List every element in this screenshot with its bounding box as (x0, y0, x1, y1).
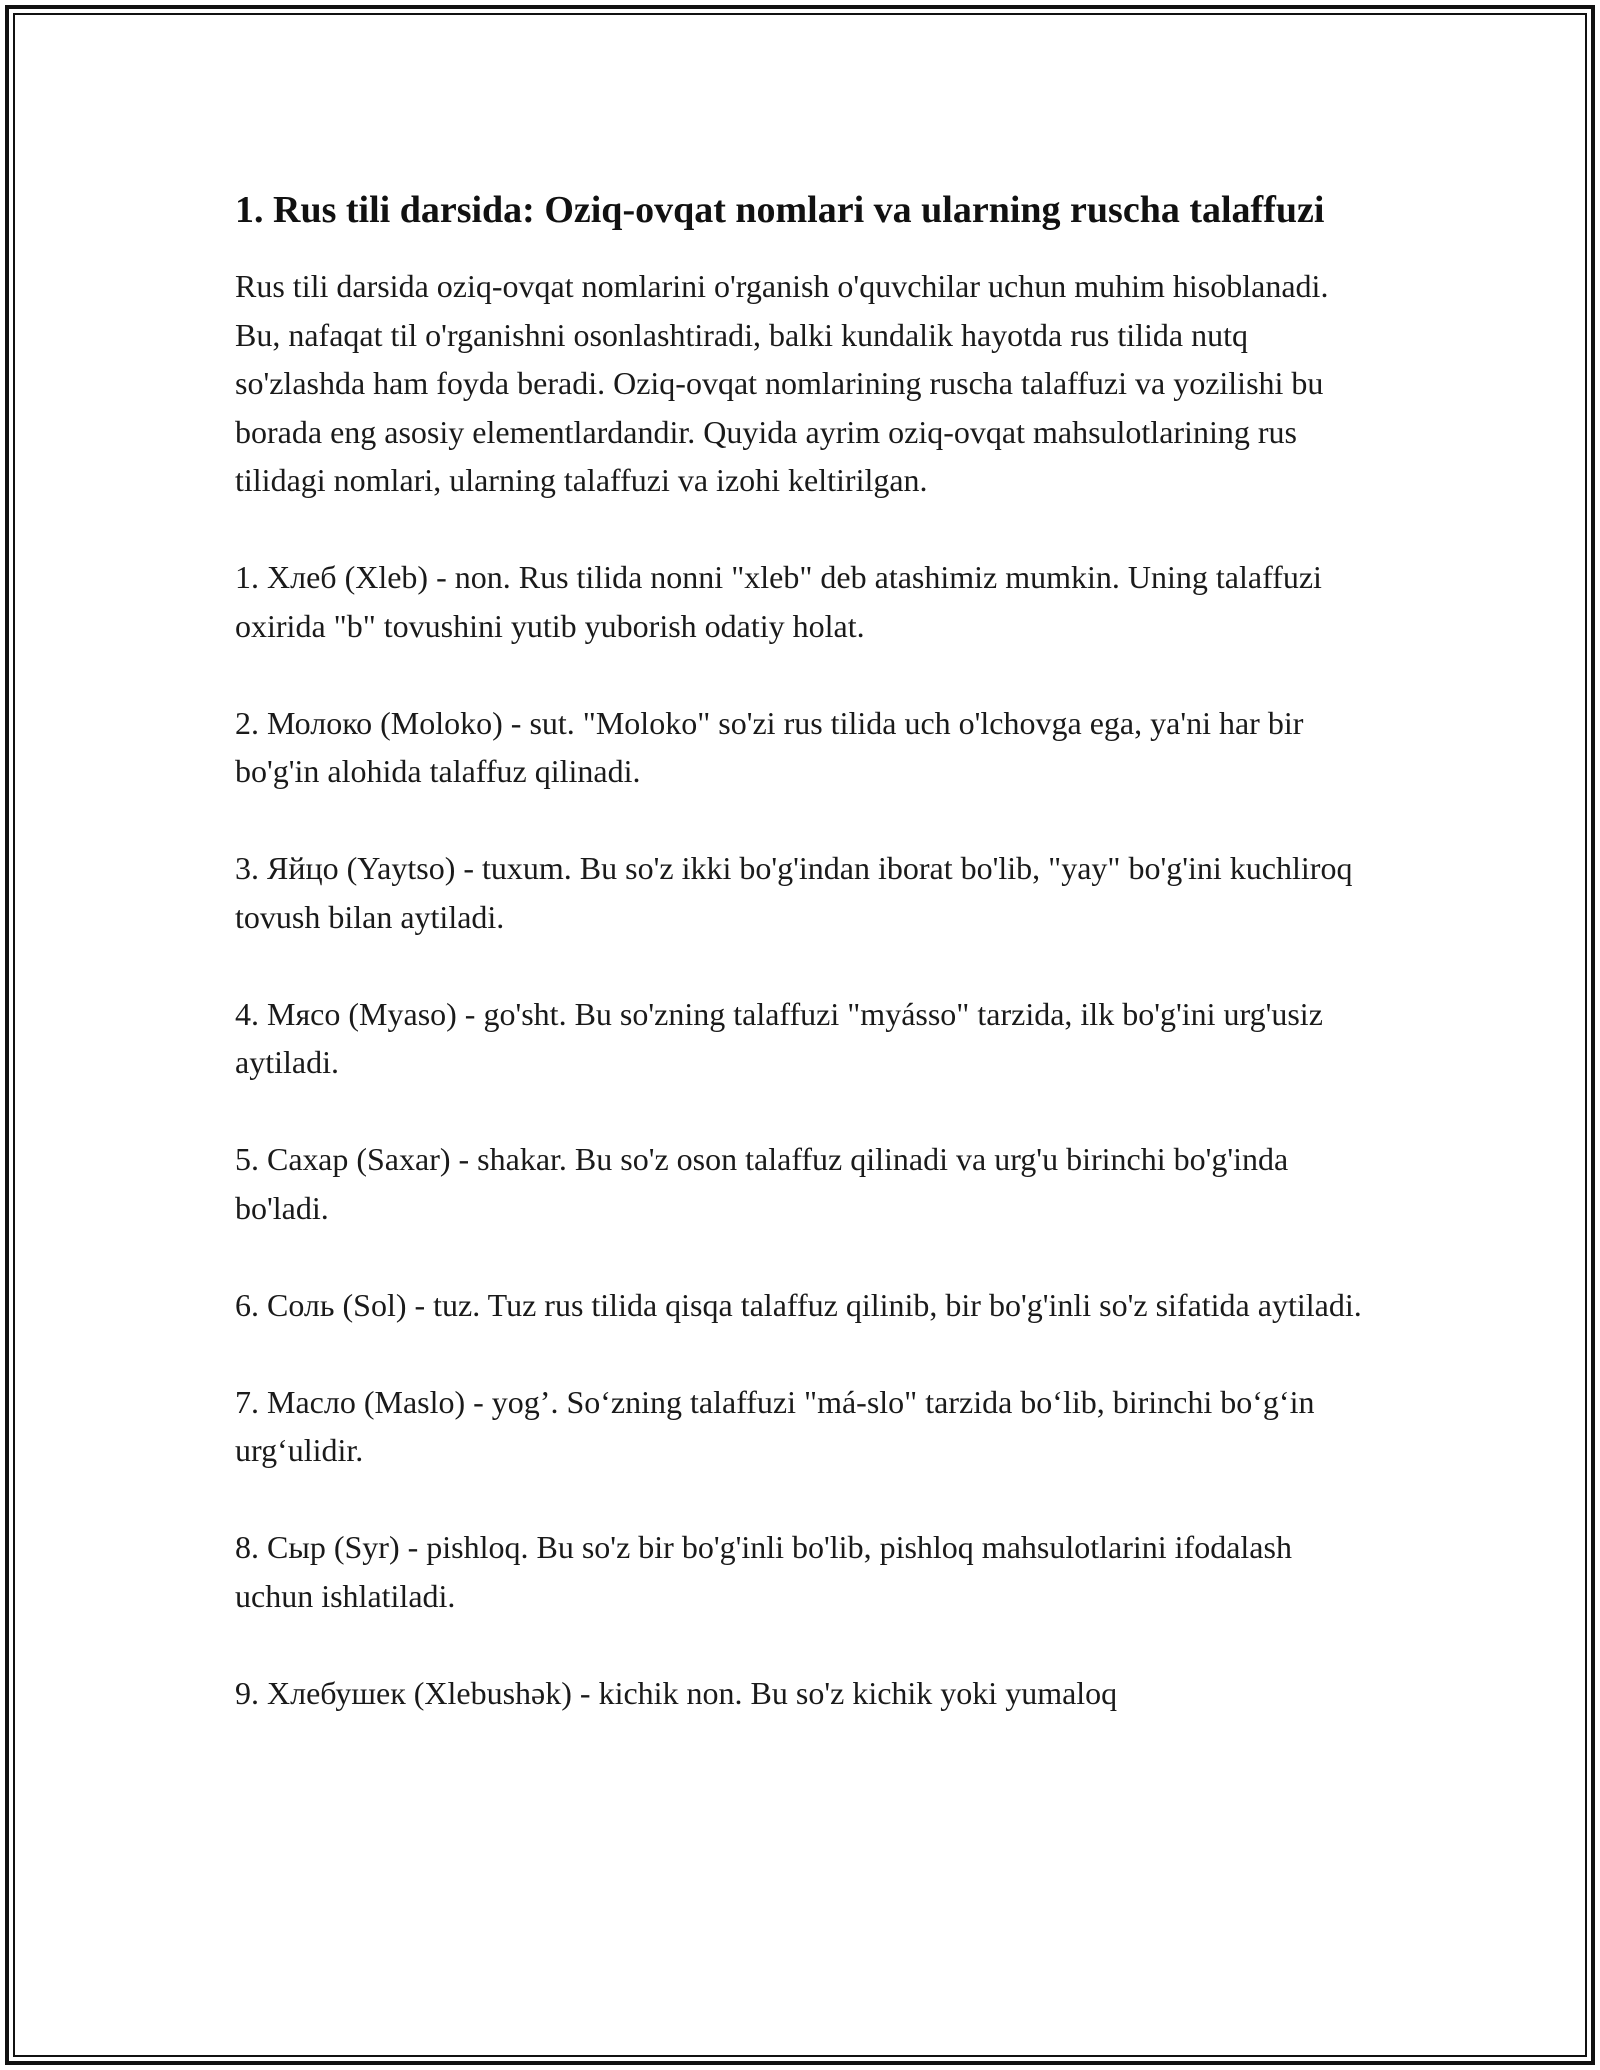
food-item-9: 9. Хлебушек (Xlebushək) - kichik non. Bu so'z kichik yoki yumaloq (235, 1674, 1118, 1711)
food-item-8: 8. Сыр (Syr) - pishloq. Bu so'z bir bo'g'inli bo'lib, pishloq mahsulotlarini ifodalash uchun ishlatiladi. (235, 1529, 1292, 1614)
food-item-1: 1. Хлеб (Xleb) - non. Rus tilida nonni "xleb" deb atashimiz mumkin. Uning talaffuzi oxirida "b" tovushini yutib yuborish odatiy holat. (235, 559, 1322, 644)
intro-paragraph: Rus tili darsida oziq-ovqat nomlarini o'rganish o'quvchilar uchun muhim hisoblanadi. Bu, nafaqat til o'rganishni osonlashtiradi, balki kundalik hayotda rus tilida nutq so'zlashda ham foyda beradi. Oziq-ovqat nomlarining ruscha talaffuzi va yozilishi bu borada eng asosiy elementlardandir. Quyida ayrim oziq-ovqat mahsulotlarining rus tilidagi nomlari, ularning talaffuzi va izohi keltirilgan. (235, 268, 1329, 498)
document-title: 1. Rus tili darsida: Oziq-ovqat nomlari va ularning ruscha talaffuzi (235, 189, 1325, 231)
food-item-2: 2. Молоко (Moloko) - sut. "Moloko" so'zi rus tilida uch o'lchovga ega, ya'ni har bir bo'g'in alohida talaffuz qilinadi. (235, 704, 1304, 789)
food-item-6: 6. Соль (Sol) - tuz. Tuz rus tilida qisqa talaffuz qilinib, bir bo'g'inli so'z sifatida aytiladi. (235, 1286, 1362, 1323)
food-item-3: 3. Яйцо (Yaytso) - tuxum. Bu so'z ikki bo'g'indan iborat bo'lib, "yay" bo'g'ini kuchliroq tovush bilan aytiladi. (235, 850, 1353, 935)
food-item-7: 7. Масло (Maslo) - yog’. So‘zning talaffuzi "má-slo" tarzida bo‘lib, birinchi bo‘g‘in urg‘ulidir. (235, 1383, 1315, 1468)
food-item-5: 5. Сахар (Saxar) - shakar. Bu so'z oson talaffuz qilinadi va urg'u birinchi bo'g'inda bo'ladi. (235, 1141, 1289, 1226)
document-body (235, 183, 1365, 1766)
food-item-4: 4. Мясо (Myaso) - go'sht. Bu so'zning talaffuzi "myásso" tarzida, ilk bo'g'ini urg'usiz aytiladi. (235, 995, 1323, 1080)
